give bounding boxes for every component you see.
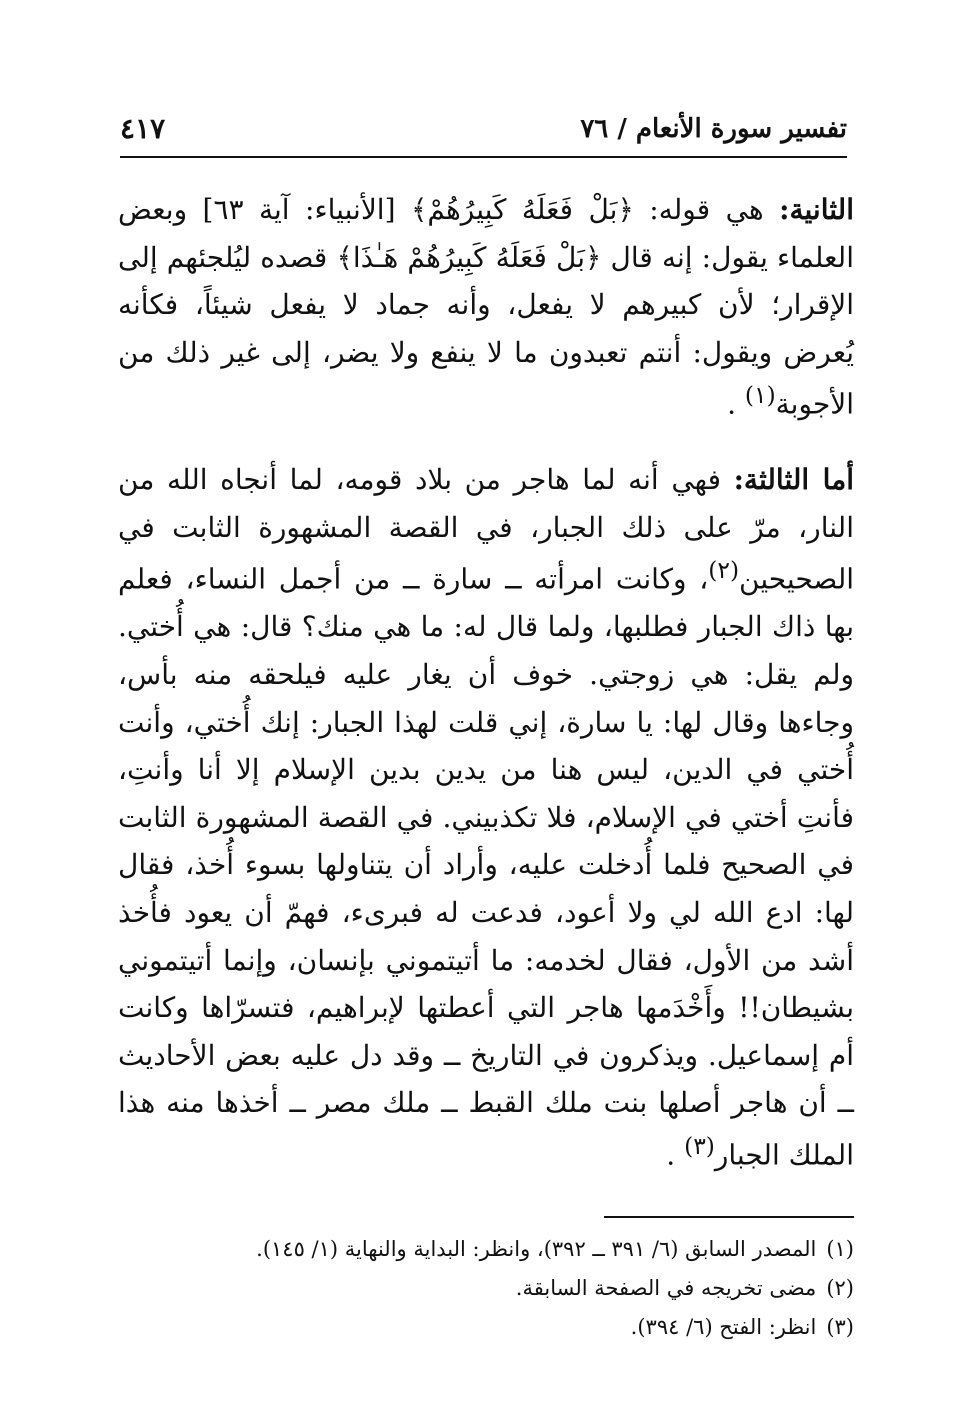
footnotes-divider xyxy=(604,1216,854,1218)
paragraph-text: فهي أنه لما هاجر من بلاد قومه، لما أنجاه الله من النار، مرّ على ذلك الجبار، في القصة المشهورة الثابت في الصحيحين xyxy=(118,463,854,596)
page-number: ٤١٧ xyxy=(120,112,166,145)
footnote-ref: (٣) xyxy=(684,1131,715,1160)
footnote-ref: (١) xyxy=(744,381,776,410)
footnote-text: انظر: الفتح (٦/ ٣٩٤). xyxy=(630,1314,817,1339)
footnote-text: المصدر السابق (٦/ ٣٩١ ــ ٣٩٢)، وانظر: البداية والنهاية (١/ ١٤٥). xyxy=(256,1237,817,1261)
footnote-ref: (٢) xyxy=(708,556,740,585)
page-header xyxy=(120,110,847,158)
paragraph-second-point xyxy=(118,186,854,428)
paragraph-text: ، وكانت امرأته ــ سارة ــ من أجمل النساء، فعلم بها ذاك الجبار فطلبها، ولما قال له: ما هي منك؟ قال: هي أُختي. ولم يقل: هي زوجتي. خوف أن يغار عليه فيلحقه منه بأس، وجاءها وقال لها: يا سارة، إني قلت لهذا الجبار: إنك أُختي، وأنت أُختي في الدين، ليس هنا من يدين بدين الإسلام إلا أنا وأنتِ، فأنتِ أختي في الإسلام، فلا تكذبيني. في القصة المشهورة الثابت في الصحيح فلما أُدخلت عليه، وأراد أن يتناولها بسوء أُخذ، فقال لها: ادع الله لي ولا أعود، فدعت له فبرىء، فهمّ أن يعود فأُخذ أشد من الأول، فقال لخدمه: ما أتيتموني بإنسان، وإنما أتيتموني بشيطان!! وأَخْدَمها هاجر التي أعطتها لإبراهيم، فتسرّاها وكانت أم إسماعيل. ويذكرون في التاريخ ــ وقد دل عليه بعض الأحاديث ــ أن هاجر أصلها بنت ملك القبط ــ ملك مصر ــ أخذها منه هذا الملك الجبار xyxy=(118,562,854,1172)
footnote-number: (١) xyxy=(826,1237,854,1261)
paragraph-lead: الثانية: xyxy=(779,193,854,226)
footnote-1 xyxy=(118,1230,854,1269)
main-text xyxy=(118,186,854,1179)
footnote-2 xyxy=(118,1269,854,1308)
footnote-number: (٣) xyxy=(826,1314,854,1339)
paragraph-text: هي قوله: ﴿بَلْ فَعَلَهُ كَبِيرُهُمْ﴾ [الأنبياء: آية ٦٣] وبعض العلماء يقول: إنه قال ﴿بَلْ فَعَلَهُ كَبِيرُهُمْ هَـٰذَا﴾ قصده ليُلجئهم إلى الإقرار؛ لأن كبيرهم لا يفعل، وأنه جماد لا يفعل شيئاً، فكأنه يُعرض ويقول: أنتم تعبدون ما لا ينفع ولا يضر، إلى غير ذلك من الأجوبة xyxy=(118,193,854,421)
footnotes xyxy=(118,1230,854,1347)
paragraph-third-point xyxy=(118,456,854,1179)
footnote-3 xyxy=(118,1308,854,1347)
footnote-text: مضى تخريجه في الصفحة السابقة. xyxy=(515,1275,817,1300)
paragraph-end: . xyxy=(727,387,745,421)
running-title: تفسير سورة الأنعام / ٧٦ xyxy=(580,114,847,144)
paragraph-end: . xyxy=(666,1138,685,1172)
paragraph-lead: أما الثالثة: xyxy=(733,463,854,497)
footnote-number: (٢) xyxy=(826,1275,854,1300)
